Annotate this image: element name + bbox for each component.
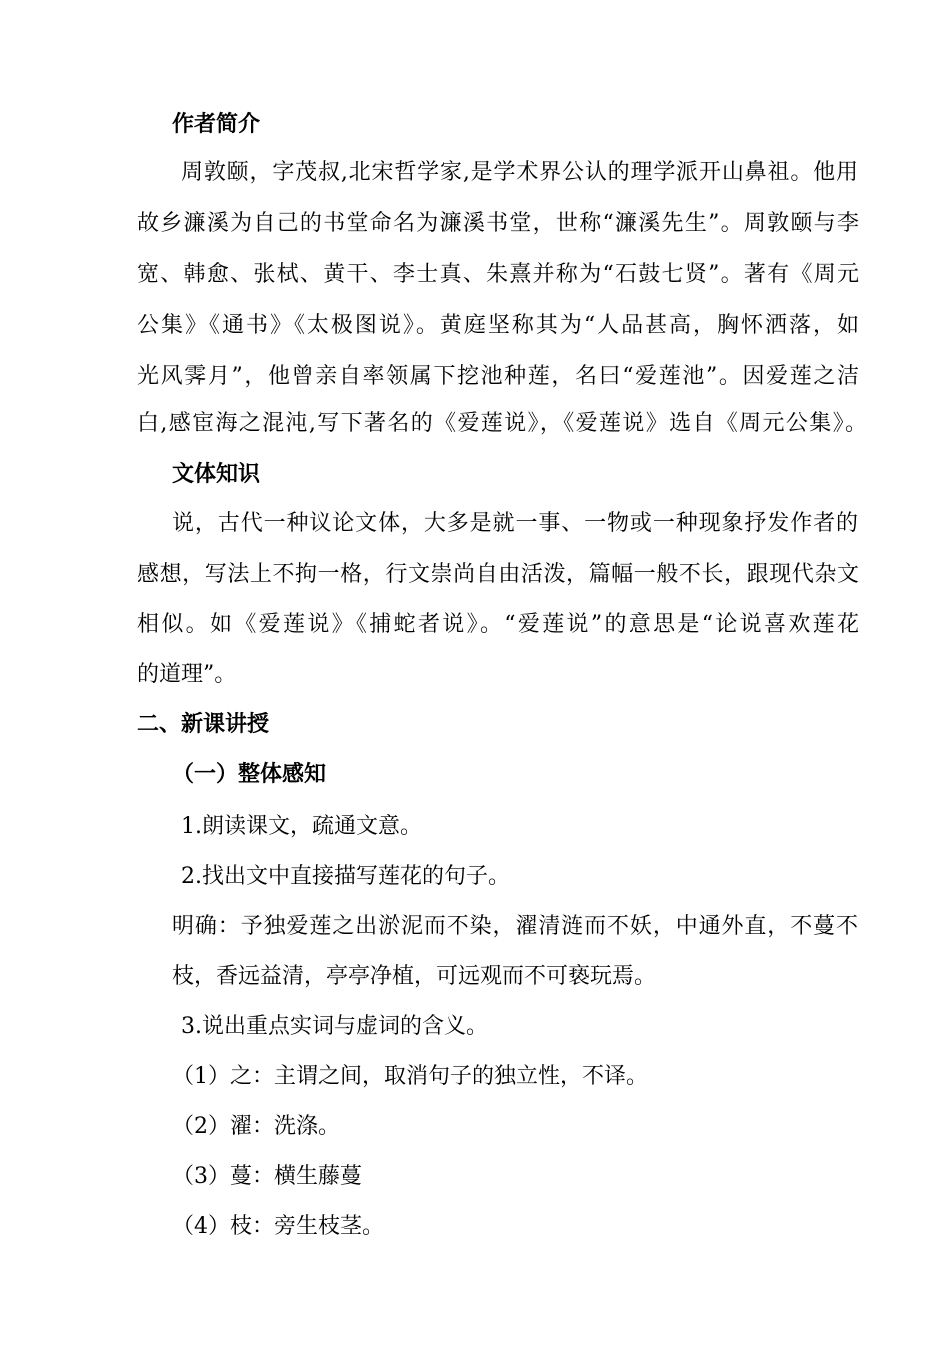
lesson-item: 2.找出文中直接描写莲花的句子。 bbox=[181, 864, 510, 889]
author-paragraph-line: 光风霁月”，他曾亲自率领属下挖池种莲，名曰“爱莲池”。因爱莲之洁 bbox=[137, 364, 859, 389]
answer-line: 枝，香远益清，亭亭净植，可远观而不可亵玩焉。 bbox=[172, 964, 657, 989]
author-paragraph-line: 故乡濂溪为自己的书堂命名为濂溪书堂，世称“濂溪先生”。周敦颐与李 bbox=[137, 211, 859, 236]
lesson-subheading: （一）整体感知 bbox=[172, 762, 327, 787]
definition-item: （1）之：主谓之间，取消句子的独立性，不译。 bbox=[172, 1064, 648, 1089]
lesson-item: 3.说出重点实词与虚词的含义。 bbox=[181, 1014, 488, 1039]
genre-paragraph-line: 的道理”。 bbox=[137, 662, 237, 687]
author-paragraph-line: 公集》《通书》《太极图说》。黄庭坚称其为“人品甚高，胸怀洒落，如 bbox=[137, 313, 859, 338]
author-paragraph-line: 周敦颐，字茂叔,北宋哲学家,是学术界公认的理学派开山鼻祖。他用 bbox=[181, 160, 858, 185]
genre-paragraph-line: 感想，写法上不拘一格，行文崇尚自由活泼，篇幅一般不长，跟现代杂文 bbox=[137, 562, 859, 587]
genre-paragraph-line: 说，古代一种议论文体，大多是就一事、一物或一种现象抒发作者的 bbox=[172, 511, 858, 536]
answer-line: 明确：予独爱莲之出淤泥而不染，濯清涟而不妖，中通外直，不蔓不 bbox=[172, 914, 858, 939]
lesson-heading: 二、新课讲授 bbox=[137, 712, 270, 737]
genre-heading: 文体知识 bbox=[172, 462, 261, 487]
author-paragraph-line: 白,感宦海之混沌,写下著名的《爱莲说》，《爱莲说》选自《周元公集》。 bbox=[137, 411, 867, 436]
definition-item: （3）蔓：横生藤蔓 bbox=[172, 1164, 362, 1189]
author-paragraph-line: 宽、韩愈、张栻、黄干、李士真、朱熹并称为“石鼓七贤”。著有《周元 bbox=[137, 262, 859, 287]
author-heading: 作者简介 bbox=[172, 112, 261, 137]
definition-item: （2）濯：洗涤。 bbox=[172, 1114, 340, 1139]
lesson-item: 1.朗读课文，疏通文意。 bbox=[181, 814, 422, 839]
genre-paragraph-line: 相似。如《爱莲说》《捕蛇者说》。“爱莲说”的意思是“论说喜欢莲花 bbox=[137, 612, 859, 637]
definition-item: （4）枝：旁生枝茎。 bbox=[172, 1214, 384, 1239]
